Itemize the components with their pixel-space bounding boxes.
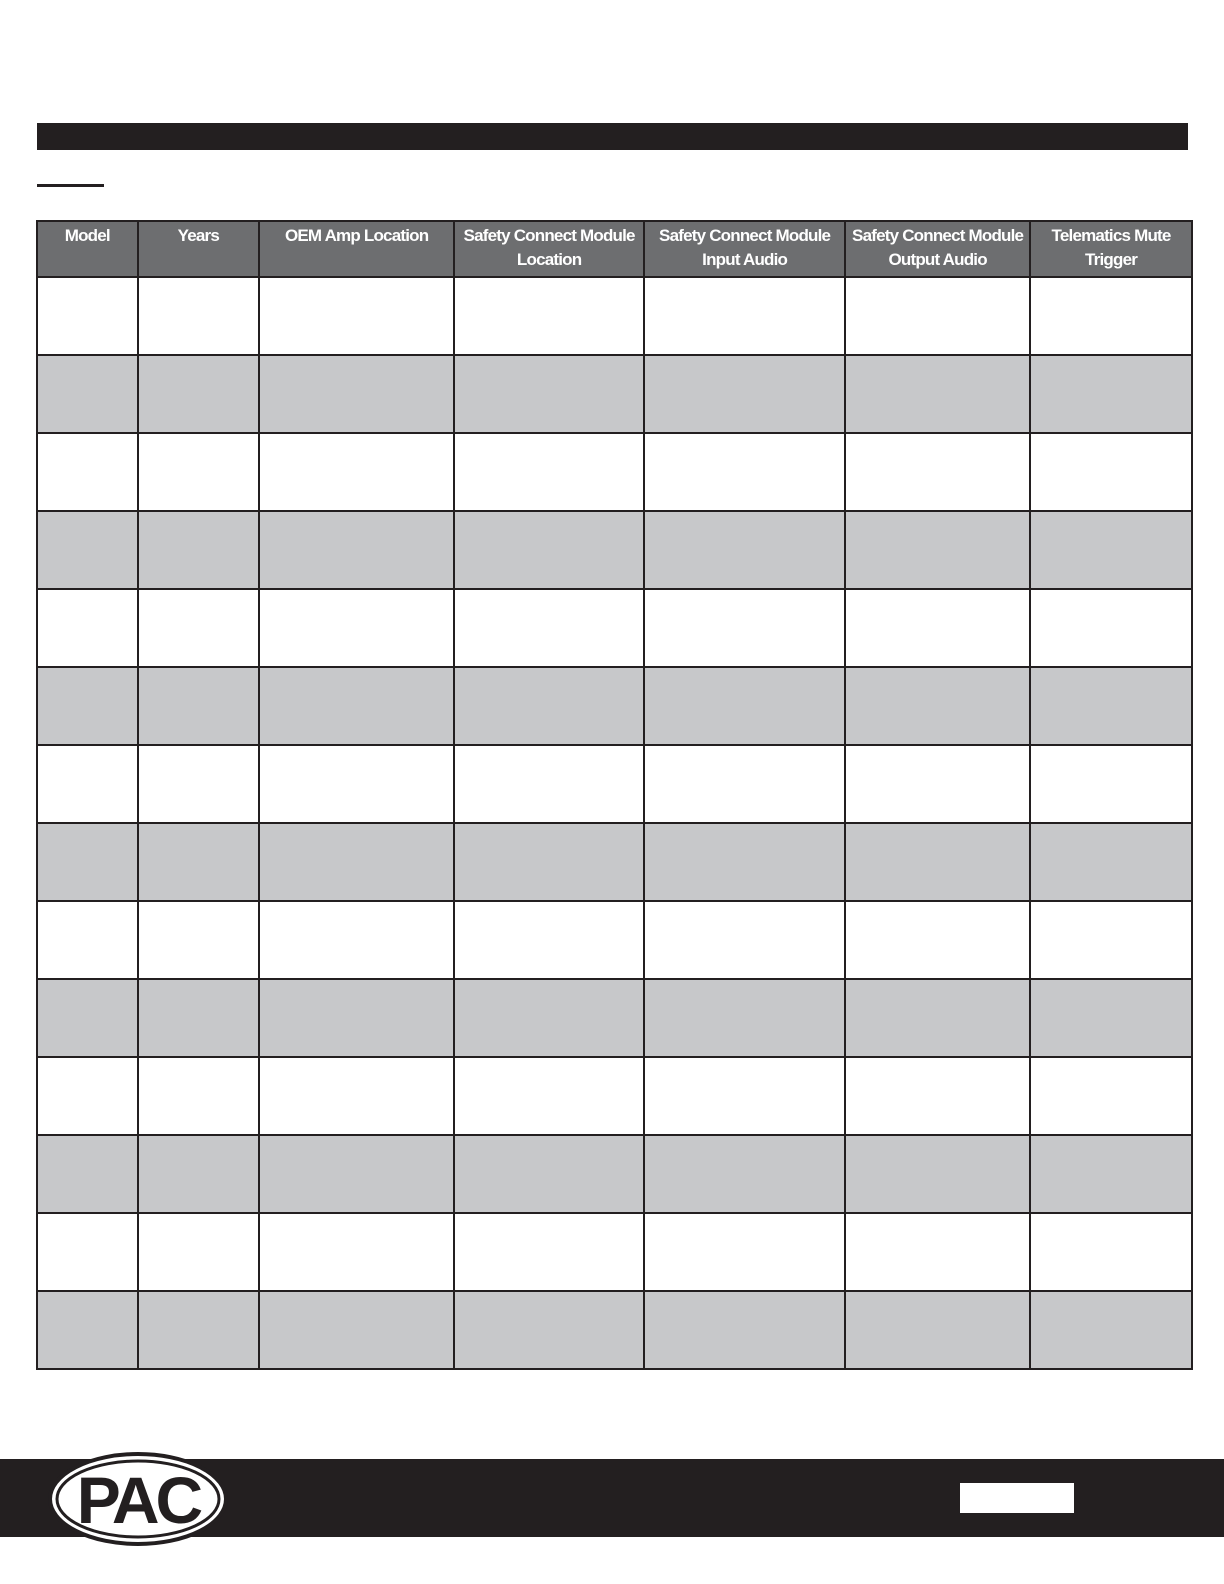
table-cell [845,1291,1030,1369]
table-cell [845,433,1030,511]
subtitle-underline [37,184,104,187]
logo-text: PAC [76,1463,200,1537]
table-row [37,433,1192,511]
table-cell [454,589,644,667]
table-cell [845,1213,1030,1291]
table-cell [1030,511,1192,589]
pac-logo [46,1451,230,1547]
table-cell [138,1057,260,1135]
table-row [37,667,1192,745]
table-cell [644,979,845,1057]
table-cell [454,355,644,433]
table-row [37,901,1192,979]
table-cell [138,433,260,511]
table-cell [1030,1291,1192,1369]
table-cell [138,355,260,433]
table-cell [259,355,454,433]
table-cell [37,901,138,979]
table-cell [644,1057,845,1135]
table-cell [454,511,644,589]
table-cell [259,433,454,511]
table-cell [1030,1213,1192,1291]
column-header-years: Years [138,221,260,277]
table-cell [37,979,138,1057]
table-cell [259,667,454,745]
table-cell [1030,901,1192,979]
table-cell [259,823,454,901]
table-cell [37,1057,138,1135]
table-row [37,355,1192,433]
table-cell [454,979,644,1057]
section-title-bar [37,123,1188,150]
table-cell [259,745,454,823]
table-cell [259,511,454,589]
table-cell [37,745,138,823]
table-cell [644,667,845,745]
table-cell [37,355,138,433]
table-cell [845,667,1030,745]
table-cell [259,1057,454,1135]
table-cell [1030,355,1192,433]
table-cell [138,901,260,979]
table-cell [138,1291,260,1369]
table-cell [259,901,454,979]
table-cell [138,277,260,355]
table-cell [454,1057,644,1135]
table-cell [37,667,138,745]
table-cell [454,901,644,979]
table-cell [37,1291,138,1369]
table-cell [454,1291,644,1369]
table-cell [845,979,1030,1057]
table-cell [845,745,1030,823]
table-cell [259,589,454,667]
table-cell [1030,1057,1192,1135]
column-header-module-location: Safety Connect Module Location [454,221,644,277]
table-cell [845,355,1030,433]
table-cell [37,1213,138,1291]
table-cell [644,355,845,433]
vehicle-table [36,220,1193,1370]
table-cell [644,433,845,511]
table-cell [259,1135,454,1213]
table-cell [644,511,845,589]
table-cell [138,667,260,745]
table-cell [644,1291,845,1369]
table-cell [845,823,1030,901]
table-cell [37,1135,138,1213]
table-cell [1030,1135,1192,1213]
table-cell [454,823,644,901]
table-cell [37,589,138,667]
table-cell [138,823,260,901]
table-cell [37,823,138,901]
table-cell [1030,979,1192,1057]
table-row [37,1213,1192,1291]
table-cell [259,1291,454,1369]
table-row [37,277,1192,355]
table-cell [454,745,644,823]
table-cell [644,1213,845,1291]
table-row [37,511,1192,589]
table-cell [138,979,260,1057]
column-header-module-input-audio: Safety Connect Module Input Audio [644,221,845,277]
page-number-box [960,1483,1074,1513]
table-row [37,823,1192,901]
column-header-module-output-audio: Safety Connect Module Output Audio [845,221,1030,277]
table-cell [644,901,845,979]
table-cell [259,277,454,355]
table-cell [1030,589,1192,667]
table-header-row [37,221,1192,277]
table-cell [454,667,644,745]
table-cell [845,1057,1030,1135]
table-cell [644,823,845,901]
table-cell [1030,823,1192,901]
table-cell [454,277,644,355]
table-cell [644,589,845,667]
table-cell [845,511,1030,589]
table-cell [644,745,845,823]
table-cell [845,1135,1030,1213]
table-cell [1030,667,1192,745]
column-header-mute-trigger: Telematics Mute Trigger [1030,221,1192,277]
table-row [37,1057,1192,1135]
table-row [37,1291,1192,1369]
table-row [37,745,1192,823]
table-row [37,1135,1192,1213]
table-cell [845,589,1030,667]
column-header-model: Model [37,221,138,277]
table-cell [454,1135,644,1213]
column-header-oem-amp-location: OEM Amp Location [259,221,454,277]
table-cell [37,433,138,511]
table-cell [1030,745,1192,823]
table-cell [1030,433,1192,511]
table-cell [37,277,138,355]
table-cell [138,589,260,667]
table-cell [644,1135,845,1213]
table-cell [37,511,138,589]
table-cell [454,433,644,511]
table-row [37,979,1192,1057]
table-cell [259,979,454,1057]
table-cell [1030,277,1192,355]
table-row [37,589,1192,667]
table-cell [845,901,1030,979]
table-cell [138,1135,260,1213]
table-cell [644,277,845,355]
table-cell [259,1213,454,1291]
table-cell [138,511,260,589]
table-cell [138,745,260,823]
table-cell [138,1213,260,1291]
table-cell [845,277,1030,355]
table-cell [454,1213,644,1291]
